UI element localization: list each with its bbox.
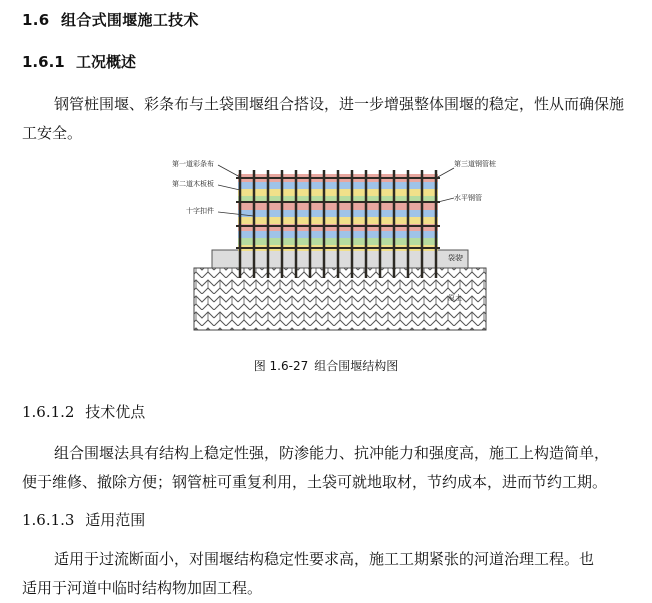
advantages-heading	[22, 401, 145, 422]
section-number: 1.6	[22, 11, 50, 29]
scope-paragraph	[22, 545, 634, 603]
cofferdam-structure-figure	[166, 150, 506, 350]
advantages-paragraph	[22, 439, 634, 497]
sandbag-layer	[212, 250, 468, 268]
figure-caption	[0, 357, 652, 374]
label-horizontal-pipe: 水平钢管	[454, 194, 482, 202]
subsection-number: 1.6.1	[22, 53, 65, 71]
figure-title: 组合围堰结构图	[314, 359, 399, 373]
cofferdam-diagram	[166, 150, 506, 350]
overview-paragraph	[22, 90, 634, 148]
section-heading	[22, 9, 199, 30]
ground-base	[194, 268, 486, 330]
scope-line-2: 适用于河道中临时结构物加固工程。	[22, 579, 263, 597]
label-first-tarp: 第一道彩条布	[172, 160, 214, 168]
figure-number: 图 1.6-27	[253, 359, 309, 373]
scope-number: 1.6.1.3	[22, 511, 75, 529]
label-second-board: 第二道木板板	[172, 180, 214, 188]
subsection-title: 工况概述	[75, 53, 136, 71]
subsection-heading	[22, 51, 136, 72]
scope-heading	[22, 509, 145, 530]
label-original-soil: 原土	[448, 294, 462, 302]
advantages-number: 1.6.1.2	[22, 403, 75, 421]
label-third-pipe-pile: 第三道钢管桩	[454, 160, 496, 168]
scope-title: 适用范围	[85, 511, 146, 529]
overview-text: 钢管桩围堰、彩条布与土袋围堰组合搭设，进一步增强整体围堰的稳定，性从而确保施工安全。	[22, 95, 625, 142]
section-title: 组合式围堰施工技术	[61, 11, 199, 29]
label-sandbag: 袋装	[448, 254, 462, 262]
advantages-line-1: 组合围堰法具有结构上稳定性强，防渗能力、抗冲能力和强度高，施工上构造简单，	[54, 444, 610, 462]
scope-line-1: 适用于过流断面小，对围堰结构稳定性要求高，施工工期紧张的河道治理工程。也	[54, 550, 595, 568]
advantages-title: 技术优点	[85, 403, 146, 421]
label-cross-clamp: 十字扣件	[186, 207, 214, 215]
advantages-line-2: 便于维修、撤除方便；钢管桩可重复利用，土袋可就地取材，节约成本，进而节约工期。	[22, 473, 608, 491]
